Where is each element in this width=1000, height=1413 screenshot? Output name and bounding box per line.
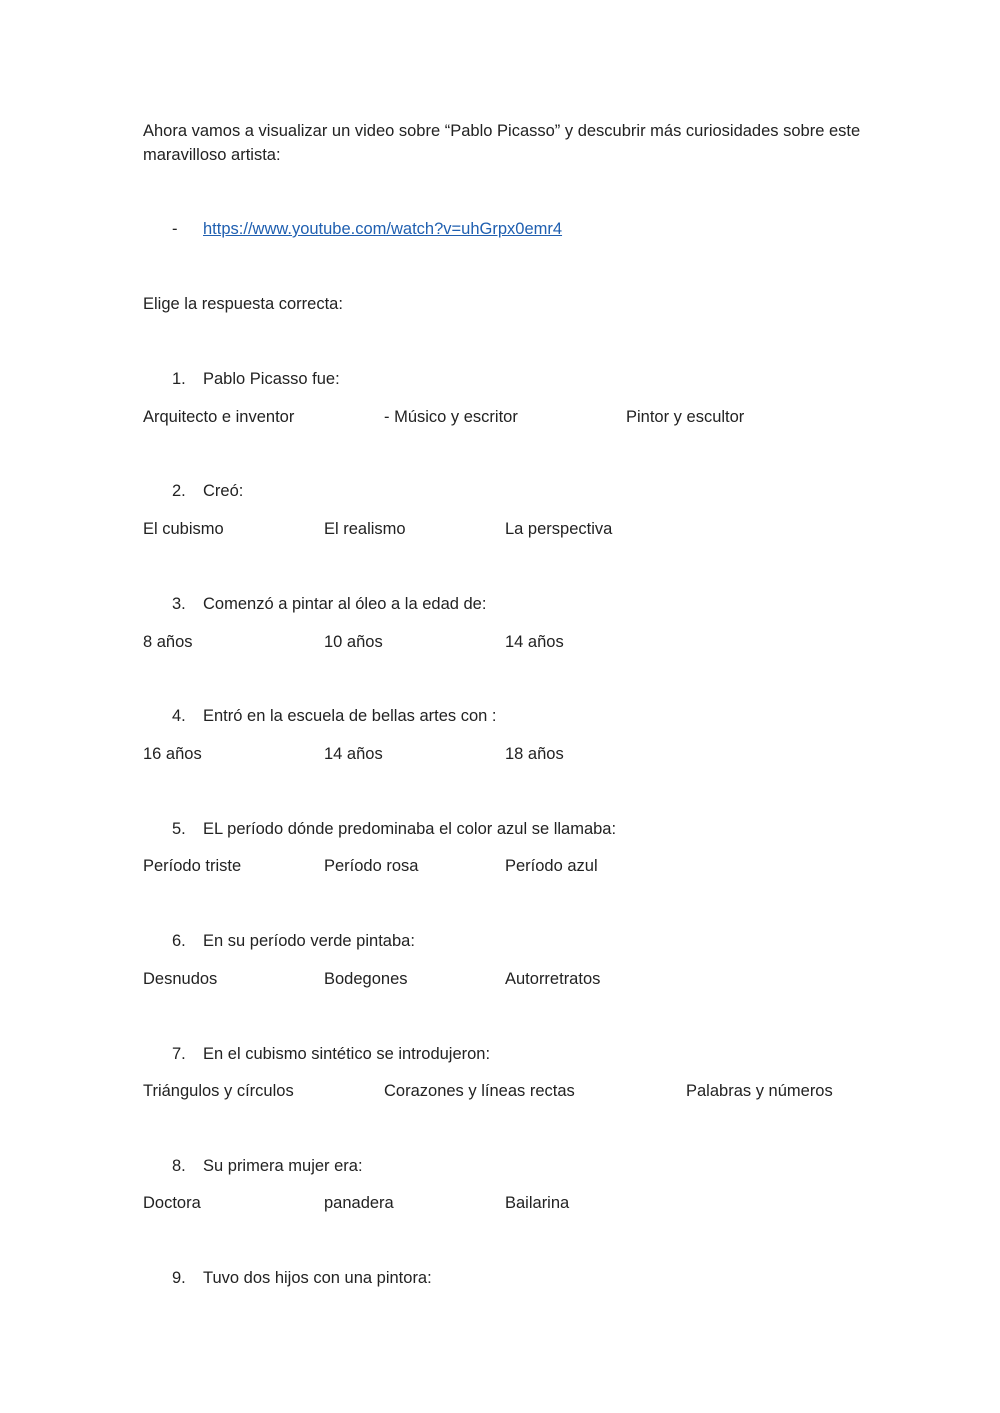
- question-text: Su primera mujer era:: [203, 1157, 363, 1175]
- answer-option: Período triste: [143, 857, 242, 875]
- answer-option: Corazones y líneas rectas: [384, 1082, 575, 1100]
- answer-option: Período rosa: [324, 857, 419, 875]
- youtube-link[interactable]: https://www.youtube.com/watch?v=uhGrpx0emr4: [203, 220, 563, 238]
- question-number: 1.: [172, 370, 186, 388]
- answer-option: Bodegones: [324, 970, 408, 988]
- answer-option: El cubismo: [143, 520, 224, 538]
- question-text: En su período verde pintaba:: [203, 932, 415, 950]
- answer-option: Arquitecto e inventor: [143, 408, 295, 426]
- answer-option: panadera: [324, 1194, 394, 1212]
- question-number: 3.: [172, 595, 186, 613]
- question-number: 9.: [172, 1269, 186, 1287]
- intro-paragraph: Ahora vamos a visualizar un video sobre “Pablo Picasso” y descubrir más curiosidades sobre este maravilloso artista:: [143, 122, 861, 164]
- answer-option: 18 años: [505, 745, 564, 763]
- question-text: En el cubismo sintético se introdujeron:: [203, 1045, 491, 1063]
- answer-option: 16 años: [143, 745, 202, 763]
- question-number: 6.: [172, 932, 186, 950]
- answer-option: Palabras y números: [686, 1082, 833, 1100]
- answer-option: 14 años: [324, 745, 383, 763]
- answer-option: Período azul: [505, 857, 598, 875]
- answer-option: 8 años: [143, 633, 193, 651]
- question-text: Creó:: [203, 482, 244, 500]
- question-text: Entró en la escuela de bellas artes con :: [203, 707, 497, 725]
- instruction-text: Elige la respuesta correcta:: [143, 295, 343, 313]
- question-number: 4.: [172, 707, 186, 725]
- answer-option: 14 años: [505, 633, 564, 651]
- answer-option: Pintor y escultor: [626, 408, 745, 426]
- answer-option: Bailarina: [505, 1194, 570, 1212]
- question-number: 8.: [172, 1157, 186, 1175]
- answer-option: La perspectiva: [505, 520, 613, 538]
- link-bullet: -: [172, 220, 178, 238]
- question-number: 2.: [172, 482, 186, 500]
- question-text: Comenzó a pintar al óleo a la edad de:: [203, 595, 487, 613]
- answer-option: - Músico y escritor: [384, 408, 518, 426]
- question-number: 7.: [172, 1045, 186, 1063]
- question-text: Tuvo dos hijos con una pintora:: [203, 1269, 432, 1287]
- answer-option: 10 años: [324, 633, 383, 651]
- answer-option: Desnudos: [143, 970, 218, 988]
- question-text: EL período dónde predominaba el color azul se llamaba:: [203, 820, 617, 838]
- question-text: Pablo Picasso fue:: [203, 370, 340, 388]
- question-number: 5.: [172, 820, 186, 838]
- answer-option: Autorretratos: [505, 970, 601, 988]
- answer-option: Triángulos y círculos: [143, 1082, 294, 1100]
- answer-option: El realismo: [324, 520, 406, 538]
- answer-option: Doctora: [143, 1194, 201, 1212]
